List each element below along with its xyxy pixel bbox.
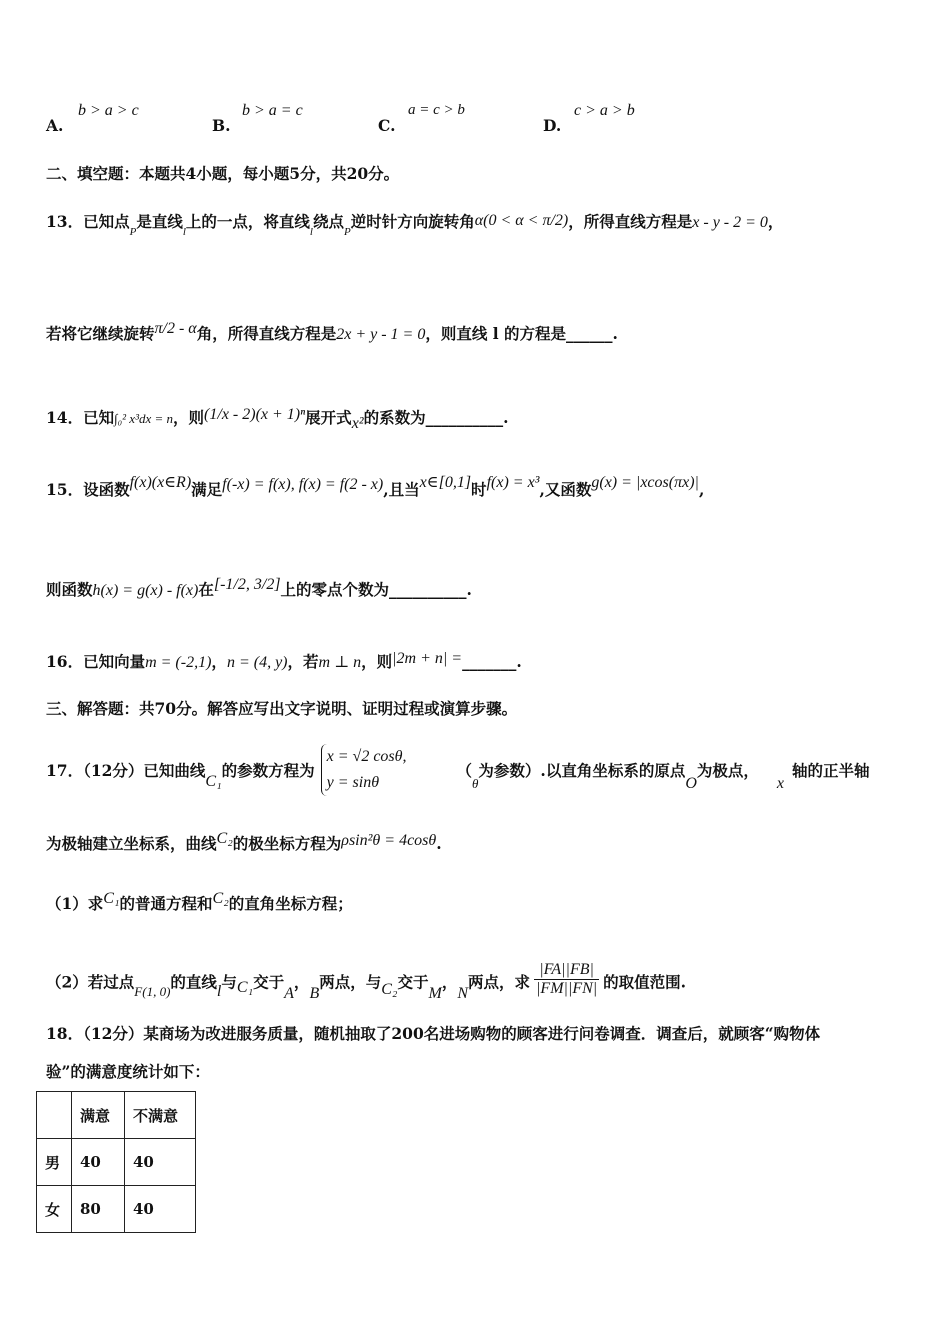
q17-text: 的取值范围. (603, 972, 687, 992)
table-cell: 80 (72, 1186, 125, 1233)
option-b-expr: b > a = c (242, 102, 303, 119)
q13-point-p: P (343, 226, 351, 238)
q17-text: 轴的正半轴 (792, 761, 870, 780)
q15-domain: x∈[0,1] (419, 474, 472, 491)
table-header-row (37, 1092, 196, 1139)
table-cell: 男 (37, 1139, 72, 1186)
q16-text: ，若 (287, 652, 319, 671)
q17-curve-c1: C₁ (103, 890, 120, 907)
table-cell: 40 (125, 1139, 196, 1186)
q13-text: 逆时针方向旋转角 (350, 212, 475, 231)
q17-point-n: N (457, 984, 468, 1002)
q17-fraction-numerator: |FA||FB| (534, 961, 599, 980)
q17-ratio-fraction (534, 961, 599, 998)
question-17-part2 (46, 961, 910, 1002)
q15-text: 在 (198, 580, 214, 599)
question-18-line1: 18．（12分）某商场为改进服务质量，随机抽取了200名进场购物的顾客进行问卷调查．调查后，就顾客“购物体 (46, 1024, 821, 1043)
table-row (37, 1186, 196, 1233)
q17-point-b: B (309, 984, 320, 1002)
q13-equation-1: x - y - 2 = 0 (692, 214, 768, 231)
q17-text: 为极轴建立坐标系，曲线 (46, 834, 217, 853)
table-cell: 40 (72, 1139, 125, 1186)
q13-text: 上的一点，将直线 (185, 212, 310, 231)
table-header-cell: 不满意 (125, 1092, 196, 1139)
q15-function-f: f(x)(x∈R) (129, 474, 192, 491)
q14-integral: ∫₀² x³dx = n (114, 411, 174, 426)
q15-text: ,且当 (383, 480, 420, 499)
q17-curve-c2: C₂ (381, 980, 398, 998)
q17-text: 为参数）.以直角坐标系的原点 (478, 761, 686, 780)
q15-fx: f(x) = x³ (486, 474, 540, 491)
option-d-label: D. (543, 116, 562, 135)
q13-text: 是直线 (136, 212, 183, 231)
table-cell (37, 1092, 72, 1139)
q15-text: 时 (471, 480, 487, 499)
table-cell: 40 (125, 1186, 196, 1233)
question-17-line1 (46, 746, 910, 798)
q13-line-l: l (182, 226, 186, 238)
q16-text: _______. (462, 652, 522, 671)
question-16 (46, 650, 910, 672)
table-cell: 女 (37, 1186, 72, 1233)
question-13-line1 (46, 210, 910, 238)
q17-text: 的直角坐标方程； (228, 894, 353, 913)
q17-text: 交于 (253, 972, 285, 992)
q17-theta: θ (472, 776, 479, 791)
question-18-line2: 验”的满意度统计如下： (46, 1062, 210, 1081)
q17-text: 的普通方程和 (119, 894, 213, 913)
q13-text: 角，所得直线方程是 (196, 324, 337, 343)
q17-text: 的直线 (170, 972, 217, 992)
question-14 (46, 406, 910, 432)
q13-text: 13．已知点 (46, 212, 130, 231)
section-2-title: 二、填空题：本题共4小题，每小题5分，共20分。 (46, 164, 400, 183)
q13-text: ， (767, 212, 784, 231)
option-c-label: C. (378, 116, 396, 135)
q17-text: 两点，求 (468, 972, 531, 992)
q17-text: 17．（12分）已知曲线 (46, 761, 206, 780)
q16-text: 16．已知向量 (46, 652, 146, 671)
q15-function-h: h(x) = g(x) - f(x) (92, 582, 199, 599)
q15-interval: [-1/2, 3/2] (213, 576, 281, 593)
q13-line-l: l (309, 226, 313, 238)
q15-text: , (698, 480, 705, 499)
q15-text: 则函数 (46, 580, 93, 599)
section-3-title: 三、解答题：共70分。解答应写出文字说明、证明过程或演算步骤。 (46, 699, 518, 718)
q15-text: 满足 (191, 480, 223, 499)
q16-text: ，则 (361, 652, 393, 671)
q17-curve-c1: C₁ (236, 978, 254, 996)
q17-point-a: A (284, 984, 294, 1002)
q15-condition: f(-x) = f(x), f(x) = f(2 - x) (222, 476, 384, 493)
question-17-part1 (46, 892, 910, 914)
question-15-line1 (46, 474, 910, 500)
q14-term: x² (351, 415, 364, 432)
table-header-cell: 满意 (72, 1092, 125, 1139)
q13-text: ，则直线 l 的方程是______. (425, 324, 618, 343)
q13-angle: α(0 < α < π/2) (474, 212, 569, 229)
q17-text: 的极坐标方程为 (232, 834, 342, 853)
q17-text: （1）求 (46, 894, 104, 913)
q17-text: （ (456, 761, 473, 780)
q17-system-row: y = sinθ (326, 774, 380, 791)
q14-expression: (1/x - 2)(x + 1)ⁿ (204, 406, 306, 423)
q17-curve-c2: C₂ (216, 830, 233, 847)
q17-text: ， (293, 972, 310, 992)
q17-curve-c1: C₁ (205, 773, 222, 790)
question-13-line2 (46, 322, 910, 344)
q15-text: 15．设函数 (46, 480, 130, 499)
q17-x-axis: x (776, 775, 785, 792)
q13-text: ，所得直线方程是 (568, 212, 693, 231)
q16-vector-n: n = (4, y) (226, 654, 288, 671)
q14-text: 14．已知 (46, 408, 115, 427)
q13-angle-2: π/2 - α (154, 320, 197, 337)
q17-text: ， (441, 972, 458, 992)
q17-text: 交于 (397, 972, 429, 992)
q15-function-g: g(x) = |xcos(πx)| (591, 474, 699, 491)
table-row (37, 1139, 196, 1186)
q13-point-p: P (129, 226, 137, 238)
q15-text: 上的零点个数为__________. (280, 580, 472, 599)
q16-abs-expression: |2m + n| = (392, 650, 463, 667)
q17-text: 的参数方程为 (221, 761, 315, 780)
q17-system-row: x = √2 cosθ, (326, 748, 407, 765)
q16-text: ， (211, 652, 227, 671)
q17-line-l: l (216, 982, 222, 1000)
q14-text: 的系数为__________. (363, 408, 509, 427)
q17-text: . (436, 834, 442, 853)
q17-point-m: M (428, 984, 442, 1002)
option-b-label: B. (212, 116, 231, 135)
q17-origin: O (685, 775, 697, 792)
option-a-expr: b > a > c (78, 102, 139, 119)
q17-text: 两点，与 (319, 972, 382, 992)
q16-vector-m: m = (-2,1) (145, 654, 212, 671)
q17-polar-equation: ρsin²θ = 4cosθ (341, 832, 437, 849)
q13-equation-2: 2x + y - 1 = 0 (336, 326, 426, 343)
q17-text: 为极点， (696, 761, 759, 780)
satisfaction-table (36, 1091, 196, 1233)
option-d-expr: c > a > b (574, 102, 635, 119)
q17-text: 与 (221, 972, 237, 992)
q17-fraction-denominator: |FM||FN| (536, 980, 598, 997)
option-a-label: A. (46, 116, 64, 135)
option-c-expr: a = c > b (408, 102, 465, 118)
question-15-line2 (46, 578, 910, 600)
q16-perpendicular: m ⊥ n (318, 654, 362, 671)
q17-curve-c2: C₂ (212, 890, 229, 907)
q17-parametric-system (321, 744, 407, 796)
q15-text: ,又函数 (539, 480, 592, 499)
q14-text: ，则 (173, 408, 205, 427)
q17-text: （2）若过点 (46, 972, 135, 992)
q17-point-f: F(1, 0) (134, 983, 171, 999)
q13-text: 绕点 (312, 212, 344, 231)
question-17-line2 (46, 832, 910, 854)
q13-text: 若将它继续旋转 (46, 324, 155, 343)
q14-text: 展开式 (305, 408, 352, 427)
